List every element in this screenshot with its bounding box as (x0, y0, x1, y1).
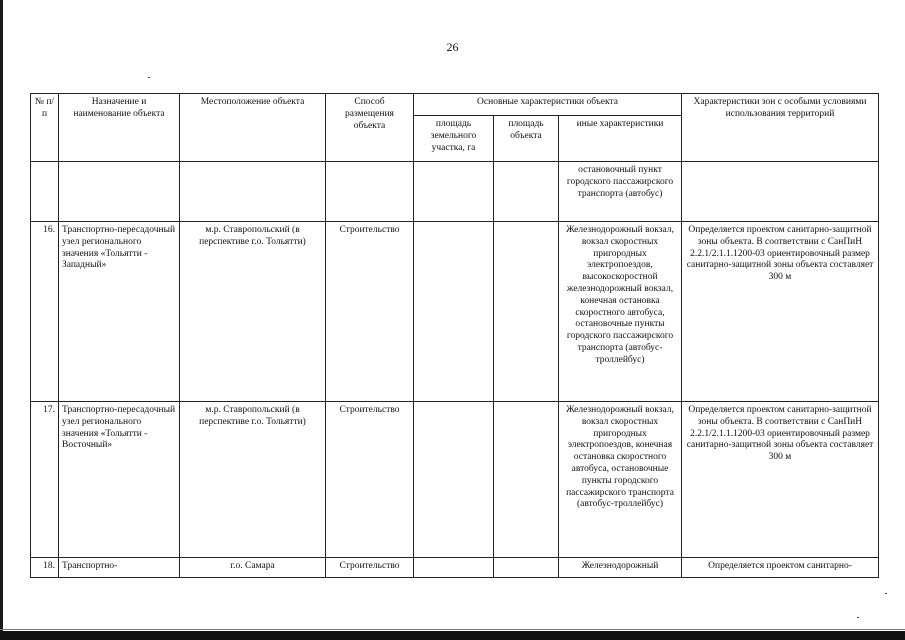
cell-other: остановочный пункт городского пассажирского транспорта (автобус) (559, 162, 682, 222)
cell-name: Транспортно-пересадочный узел регионального значения «Тольятти - Западный» (59, 222, 180, 402)
cell-object-area (494, 402, 559, 558)
cell-object-area (494, 222, 559, 402)
header-num: № п/п (31, 94, 59, 162)
cell-location (180, 162, 326, 222)
table-row (31, 222, 879, 402)
cell-zones (682, 162, 879, 222)
scan-edge-bottom (0, 631, 905, 640)
header-location: Местоположение объекта (180, 94, 326, 162)
cell-other: Железнодорожный вокзал, вокзал скоростных пригородных электропоездов, конечная остановка скоростного автобуса, остановочные пункты городского пассажирского транспорта (автобус-троллейбус) (559, 402, 682, 558)
cell-num (31, 162, 59, 222)
scan-edge-bottom-highlight (0, 629, 905, 630)
cell-name: Транспортно-пересадочный узел регионального значения «Тольятти - Восточный» (59, 402, 180, 558)
header-zones: Характеристики зон с особыми условиями использования территорий (682, 94, 879, 162)
cell-name: Транспортно- (59, 558, 180, 578)
cell-zones: Определяется проектом санитарно-защитной зоны объекта. В соответствии с СанПиН 2.2.1/2.1.1.1200-03 ориентировочный размер санитарно-защитной зоны объекта составляет 300 м (682, 402, 879, 558)
scan-speck (148, 77, 150, 78)
scan-speck (857, 617, 859, 618)
table-row (31, 162, 879, 222)
page-number: 26 (446, 40, 459, 54)
header-name: Назначение и наименование объекта (59, 94, 180, 162)
cell-object-area (494, 558, 559, 578)
cell-method (326, 162, 414, 222)
scan-speck (885, 593, 887, 594)
header-other: иные характеристики (559, 116, 682, 162)
cell-method: Строительство (326, 222, 414, 402)
header-land-area: площадь земельного участка, га (414, 116, 494, 162)
header-method: Способ размещения объекта (326, 94, 414, 162)
header-main-characteristics: Основные характеристики объекта (414, 94, 682, 116)
objects-table (30, 93, 879, 578)
cell-num: 16. (31, 222, 59, 402)
cell-method: Строительство (326, 558, 414, 578)
cell-num: 18. (31, 558, 59, 578)
cell-other: Железнодорожный вокзал, вокзал скоростных пригородных электропоездов, высокоскоростной железнодорожный вокзал, конечная остановка скоростного автобуса, остановочные пункты городского пассажирского транспорта (автобус-троллейбус) (559, 222, 682, 402)
scan-edge-left (0, 0, 3, 640)
cell-location: м.р. Ставропольский (в перспективе г.о. Тольятти) (180, 402, 326, 558)
cell-location: г.о. Самара (180, 558, 326, 578)
table-row (31, 402, 879, 558)
cell-name (59, 162, 180, 222)
cell-location: м.р. Ставропольский (в перспективе г.о. Тольятти) (180, 222, 326, 402)
cell-other: Железнодорожный (559, 558, 682, 578)
cell-zones: Определяется проектом санитарно- (682, 558, 879, 578)
header-object-area: площадь объекта (494, 116, 559, 162)
cell-method: Строительство (326, 402, 414, 558)
table-row (31, 558, 879, 578)
cell-land-area (414, 558, 494, 578)
cell-land-area (414, 402, 494, 558)
cell-object-area (494, 162, 559, 222)
cell-zones: Определяется проектом санитарно-защитной зоны объекта. В соответствии с СанПиН 2.2.1/2.1.1.1200-03 ориентировочный размер санитарно-защитной зоны объекта составляет 300 м (682, 222, 879, 402)
cell-num: 17. (31, 402, 59, 558)
cell-land-area (414, 222, 494, 402)
cell-land-area (414, 162, 494, 222)
